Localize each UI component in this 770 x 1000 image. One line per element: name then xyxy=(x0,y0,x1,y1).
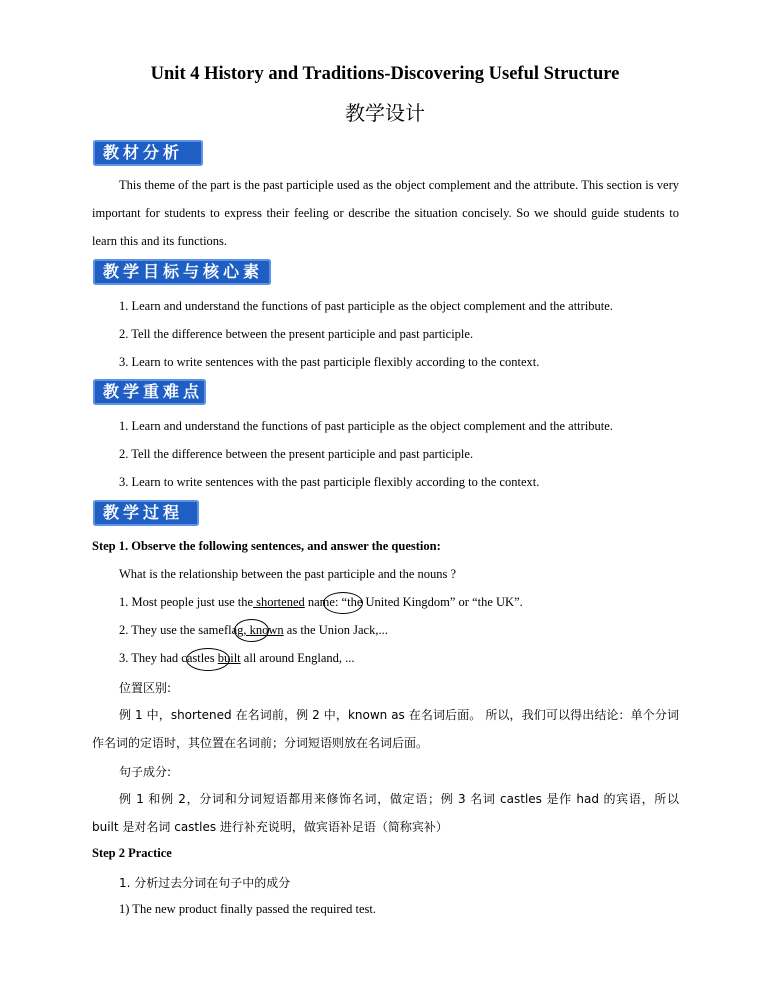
step2-heading: Step 2 Practice xyxy=(92,846,172,860)
key-point-item-3: 3. Learn to write sentences with the past participle flexibly according to the context. xyxy=(119,475,540,489)
objective-item-2: 2. Tell the difference between the present participle and past participle. xyxy=(119,327,474,341)
analysis-paragraph: This theme of the part is the past participle used as the object complement and the attribute. This section is very important for students to express their feeling or describe the situation concisely. So we should guide students to learn this and its functions. xyxy=(92,178,679,248)
section-badge-process: 教学过程 xyxy=(93,500,199,526)
objective-item-1: 1. Learn and understand the functions of past participle as the object complement and the attribute. xyxy=(119,299,613,313)
circle-mark-castles xyxy=(186,648,230,671)
key-point-item-1: 1. Learn and understand the functions of past participle as the object complement and the attribute. xyxy=(119,419,613,433)
step1-question: What is the relationship between the past participle and the nouns ? xyxy=(119,567,457,581)
objective-item-3: 3. Learn to write sentences with the past participle flexibly according to the context. xyxy=(119,355,540,369)
practice-item-1: 1) The new product finally passed the required test. xyxy=(119,902,376,916)
circle-mark-name xyxy=(323,592,363,614)
document-title: Unit 4 History and Traditions-Discovering Useful Structure xyxy=(150,64,620,84)
position-paragraph: 例 1 中，shortened 在名词前，例 2 中，known as 在名词后面。 所以，我们可以得出结论：单个分词作名词的定语时，其位置在名词前；分词短语则放在名词后面。 xyxy=(92,708,679,750)
section-badge-analysis: 教材分析 xyxy=(93,140,203,166)
example-sentence-2: 2. They use the sameflag, known as the Union Jack,... xyxy=(119,623,388,637)
section-badge-key-points: 教学重难点 xyxy=(93,379,206,405)
position-label: 位置区别: xyxy=(119,681,172,695)
step2-subheading: 1. 分析过去分词在句子中的成分 xyxy=(119,876,291,890)
example-sentence-3: 3. They had castles built all around England, ... xyxy=(119,651,355,665)
section-badge-objectives: 教学目标与核心素养 xyxy=(93,259,271,285)
example-sentence-1: 1. Most people just use the shortened name: “the United Kingdom” or “the UK”. xyxy=(119,595,523,609)
step1-heading: Step 1. Observe the following sentences, and answer the question: xyxy=(92,539,441,553)
component-label: 句子成分: xyxy=(119,765,172,779)
key-point-item-2: 2. Tell the difference between the present participle and past participle. xyxy=(119,447,474,461)
document-subtitle: 教学设计 xyxy=(345,101,425,125)
component-paragraph: 例 1 和例 2，分词和分词短语都用来修饰名词，做定语；例 3 名词 castles 是作 had 的宾语，所以 built 是对名词 castles 进行补充说明，做宾语补足语（简称宾补） xyxy=(92,792,679,834)
circle-mark-flag xyxy=(234,619,269,642)
